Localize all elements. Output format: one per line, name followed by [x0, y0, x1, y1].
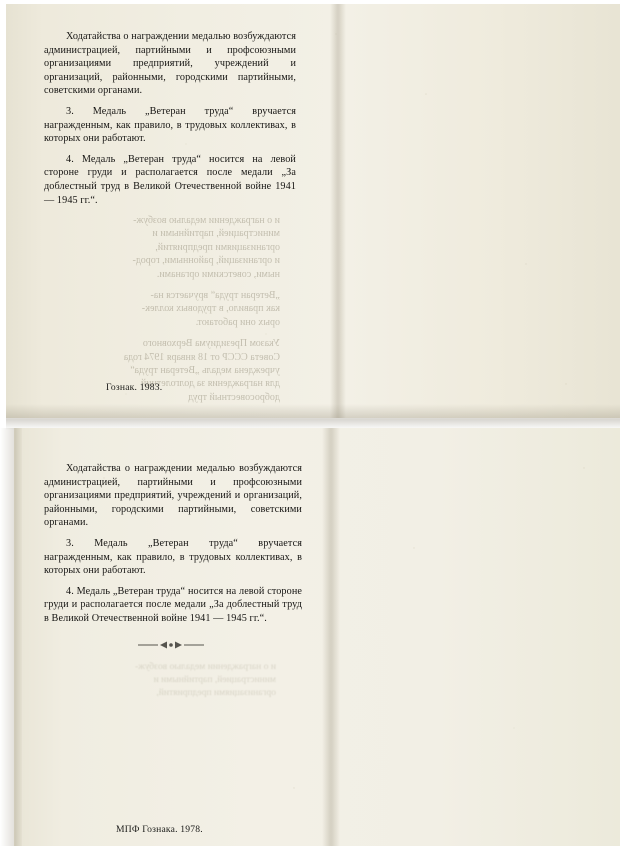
showthrough-line: орых они работают. — [195, 316, 280, 328]
paragraph: Ходатайства о награждении медалью возбуждаются администрацией, партийными и профсоюзными организациями предприятий, учреждений и организаций, районными, городскими партийными, советскими органами. — [44, 31, 297, 97]
imprint-lower: МПФ Гознака. 1978. — [116, 824, 203, 835]
showthrough-line: и о награждении медалью возбуж- — [135, 661, 276, 672]
paragraph: Ходатайства о награждении медалью возбуждаются администрацией, партийными и профсоюзными организациями предприятий, учреждений и организаций, районными, городскими партийными, советскими органами. — [44, 463, 302, 529]
showthrough-line: „Ветеран труда“ вручается на- — [150, 290, 280, 302]
page-upper-text — [44, 30, 296, 207]
paragraph: 4. Медаль „Ветеран труда“ носится на левой стороне груди и располагается после медали „За доблестный труд в Великой Отечественной войне 1941 — 1945 гг.“. — [44, 153, 296, 206]
imprint-upper: Гознак. 1983. — [106, 382, 163, 393]
showthrough-line: министрацией, партийными и — [153, 674, 276, 685]
paragraph: 4. Медаль „Ветеран труда“ носится на левой стороне груди и располагается после медали „За доблестный труд в Великой Отечественной войне 1941 — 1945 гг.“. — [44, 585, 302, 624]
showthrough-line: Указом Президиума Верховного — [142, 338, 280, 350]
showthrough-line: организациями предприятий, — [155, 241, 280, 253]
showthrough-line: Совета СССР от 18 января 1974 года — [123, 351, 280, 363]
showthrough-line: ными, советскими органами. — [156, 268, 280, 280]
showthrough-line: как правило, в трудовых коллек- — [141, 303, 280, 315]
showthrough-line: для награждения за долголетний — [140, 378, 280, 390]
showthrough-line: и о награждении медалью возбуж- — [133, 215, 280, 226]
showthrough-line: министрацией, партийными и — [152, 228, 280, 240]
showthrough-line: добросовестный труд — [188, 391, 280, 403]
ornament-divider-icon — [136, 640, 206, 650]
showthrough-line: организациями предприятий, — [156, 687, 276, 698]
page-lower-text — [44, 462, 302, 626]
showthrough-line: и организаций, районными, город- — [132, 255, 280, 267]
paragraph: 3. Медаль „Ветеран труда“ вручается награжденным, как правило, в трудовых коллективах, в которых они работают. — [44, 537, 302, 577]
ornament-icon — [136, 640, 206, 650]
paragraph: 3. Медаль „Ветеран труда“ вручается награжденным, как правило, в трудовых коллективах, в которых они работают. — [44, 105, 296, 145]
showthrough-line: учреждена медаль „Ветеран труда“ — [130, 365, 280, 377]
